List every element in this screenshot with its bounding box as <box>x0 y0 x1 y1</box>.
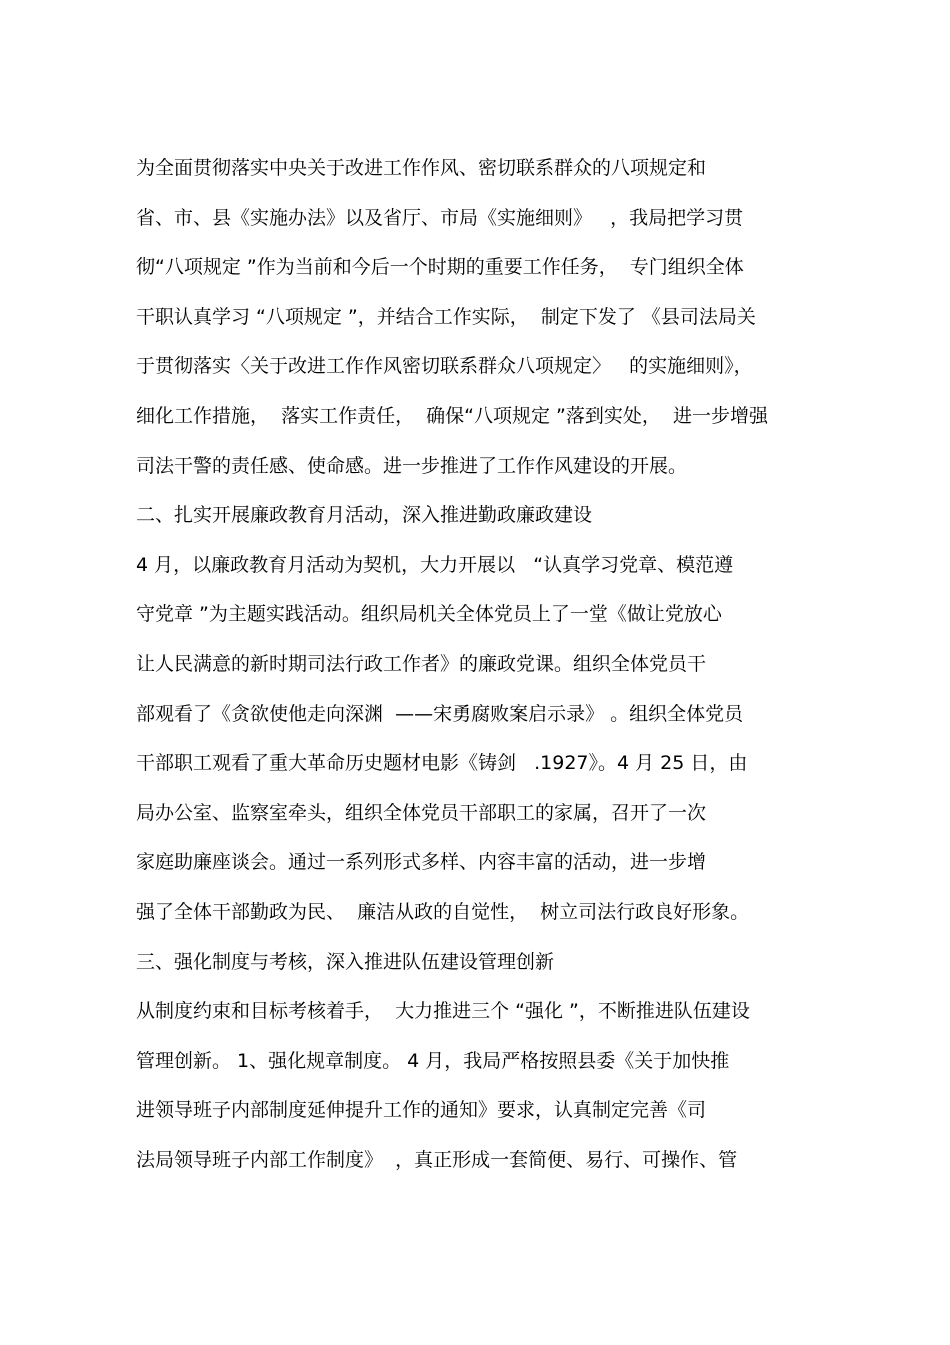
paragraph-line: 司法干警的责任感、使命感。进一步推进了工作作风建设的开展。 <box>136 454 688 477</box>
paragraph-line: 干职认真学习 “八项规定 ”，并结合工作实际， 制定下发了 《县司法局关 <box>136 305 756 328</box>
paragraph-line: 管理创新。 1、强化规章制度。 4 月，我局严格按照县委《关于加快推 <box>136 1049 730 1072</box>
paragraph-line: 让人民满意的新时期司法行政工作者》的廉政党课。组织全体党员干 <box>136 652 707 675</box>
paragraph-line: 细化工作措施， 落实工作责任， 确保“八项规定 ”落到实处， 进一步增强 <box>136 404 768 427</box>
paragraph-line: 从制度约束和目标考核着手， 大力推进三个 “强化 ”，不断推进队伍建设 <box>136 1000 750 1023</box>
paragraph-line: 为全面贯彻落实中央关于改进工作作风、密切联系群众的八项规定和 <box>136 157 707 179</box>
section-heading-2: 二、扎实开展廉政教育月活动，深入推进勤政廉政建设 <box>136 504 593 527</box>
paragraph-line: 守党章 ”为主题实践活动。组织局机关全体党员上了一堂《做让党放心 <box>136 603 722 626</box>
paragraph-line: 强了全体干部勤政为民、 廉洁从政的自觉性， 树立司法行政良好形象。 <box>136 900 750 923</box>
paragraph-line: 进领导班子内部制度延伸提升工作的通知》要求，认真制定完善《司 <box>136 1099 707 1122</box>
paragraph-line: 于贯彻落实〈关于改进工作作风密切联系群众八项规定〉 的实施细则》， <box>136 355 753 378</box>
section-heading-3: 三、强化制度与考核，深入推进队伍建设管理创新 <box>136 950 555 973</box>
paragraph-line: 家庭助廉座谈会。通过一系列形式多样、内容丰富的活动，进一步增 <box>136 851 707 874</box>
paragraph-line: 部观看了《贪欲使他走向深渊 ——宋勇腐败案启示录》 。组织全体党员 <box>136 702 744 725</box>
paragraph-line: 干部职工观看了重大革命历史题材电影《铸剑 .1927》。4 月 25 日，由 <box>136 752 748 775</box>
paragraph-line: 法局领导班子内部工作制度》 ，真正形成一套简便、易行、可操作、管 <box>136 1148 738 1171</box>
paragraph-line: 4 月，以廉政教育月活动为契机，大力开展以 “认真学习党章、模范遵 <box>136 553 734 576</box>
paragraph-line: 省、市、县《实施办法》以及省厅、市局《实施细则》 ，我局把学习贯 <box>136 206 744 229</box>
paragraph-line: 彻“八项规定 ”作为当前和今后一个时期的重要工作任务， 专门组织全体 <box>136 256 744 279</box>
paragraph-line: 局办公室、监察室牵头，组织全体党员干部职工的家属，召开了一次 <box>136 801 707 824</box>
document-body <box>136 144 836 1185</box>
